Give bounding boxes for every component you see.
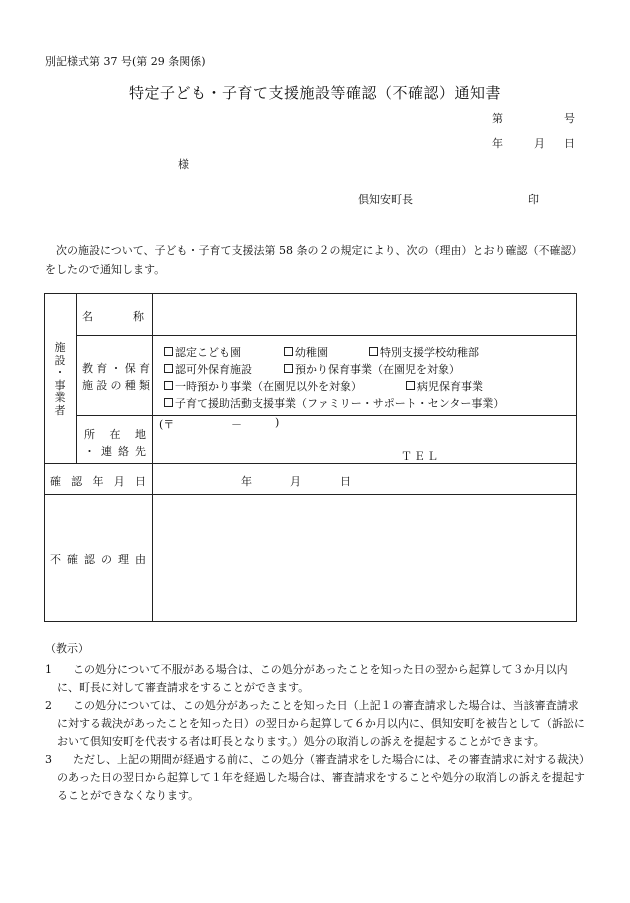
checkbox-box[interactable] (164, 347, 173, 356)
postal-code-open: (〒 (159, 418, 175, 431)
checkbox-box[interactable] (164, 398, 173, 407)
non-confirmation-reason-label: 不確認の理由 (50, 553, 146, 566)
teaching-section (45, 640, 585, 805)
column-divider (152, 294, 153, 621)
notice-date-year: 年 (492, 137, 503, 150)
checkbox-box[interactable] (284, 364, 293, 373)
addressee-suffix: 様 (178, 158, 189, 171)
teaching-item-text: この処分については、この処分があったことを知った日（上記１の審査請求した場合は、当該審査請求に対する裁決があったことを知った日）の翌日から起算して６か月以内に、倶知安町を被告として（訴訟において倶知安町を代表する者は町長となります。）処分の取消しの訴えを提起することができます。 (57, 699, 585, 748)
address-label-1: 所在地 (84, 428, 146, 441)
facility-operator-label: 施 設 ・ 事 業 者 (54, 341, 66, 417)
checkbox-extended-care-enrolled[interactable]: 預かり保育事業（在園児を対象） (284, 361, 460, 377)
confirmation-date-label: 確認年月日 (50, 475, 146, 488)
name-field[interactable] (157, 302, 567, 328)
notice-date-month: 月 (534, 137, 545, 150)
postal-code-dash: － (231, 418, 242, 431)
checkbox-kindergarten[interactable]: 幼稚園 (284, 344, 328, 360)
postal-code-close: ) (275, 416, 280, 429)
teaching-item-number: 2 (45, 699, 52, 712)
checkbox-box[interactable] (164, 381, 173, 390)
form-number: 別記様式第 37 号(第 29 条関係) (45, 55, 206, 68)
teaching-item (45, 751, 585, 805)
column-divider (76, 294, 77, 463)
teaching-item (45, 697, 585, 751)
facility-type-label-2: 施設の種類 (82, 379, 150, 392)
row-divider (45, 494, 576, 495)
confirmation-year: 年 (241, 475, 252, 488)
teaching-item-text: ただし、上記の期間が経過する前に、この処分（審査請求をした場合には、その審査請求に対する裁決）のあった日の翌日から起算して１年を経過した場合は、審査請求をすることや処分の取消しの訴えを提起することができなくなります。 (57, 753, 585, 802)
checkbox-certified-kodomoen[interactable]: 認定こども園 (164, 344, 241, 360)
teaching-item-text: この処分について不服がある場合は、この処分があったことを知った日の翌から起算して３か月以内に、町長に対して審査請求をすることができます。 (57, 663, 568, 694)
notice-date-day: 日 (564, 137, 575, 150)
notice-number-prefix: 第 (492, 112, 503, 125)
checkbox-family-support-center[interactable]: 子育て援助活動支援事業（ファミリー・サポート・センター事業） (164, 395, 504, 411)
teaching-item (45, 661, 585, 697)
issuer-name: 倶知安町長 (358, 193, 413, 206)
tel-label: ＴＥＬ (401, 450, 440, 463)
confirmation-month: 月 (290, 475, 301, 488)
facility-type-label-1: 教育・保育 (82, 362, 150, 375)
checkbox-temporary-care-non-enrolled[interactable]: 一時預かり事業（在園児以外を対象） (164, 378, 362, 394)
teaching-heading: （教示） (45, 642, 89, 655)
checkbox-sick-child-care[interactable]: 病児保育事業 (406, 378, 483, 394)
checkbox-box[interactable] (164, 364, 173, 373)
confirmation-day: 日 (340, 475, 351, 488)
address-label-2: ・連絡先 (84, 445, 146, 458)
seal-mark: 印 (528, 193, 539, 206)
row-divider (45, 463, 576, 464)
teaching-item-number: 3 (45, 753, 52, 766)
document-title: 特定子ども・子育て支援施設等確認（不確認）通知書 (128, 84, 501, 102)
notice-number-suffix: 号 (564, 112, 575, 125)
checkbox-box[interactable] (284, 347, 293, 356)
notice-number (492, 110, 575, 126)
reason-field[interactable] (157, 500, 569, 614)
intro-paragraph: 次の施設について、子ども・子育て支援法第 58 条の２の規定により、次の（理由）とおり確認（不確認）をしたので通知します。 (45, 244, 578, 276)
checkbox-unlicensed-nursery[interactable]: 認可外保育施設 (164, 361, 252, 377)
notice-form-table (44, 293, 577, 622)
checkbox-box[interactable] (369, 347, 378, 356)
notice-date (492, 135, 575, 151)
teaching-item-number: 1 (45, 663, 52, 676)
row-divider (76, 335, 576, 336)
checkbox-box[interactable] (406, 381, 415, 390)
name-label: 名称 (82, 310, 144, 323)
checkbox-special-support-kindergarten[interactable]: 特別支援学校幼稚部 (369, 344, 479, 360)
row-divider (76, 415, 576, 416)
